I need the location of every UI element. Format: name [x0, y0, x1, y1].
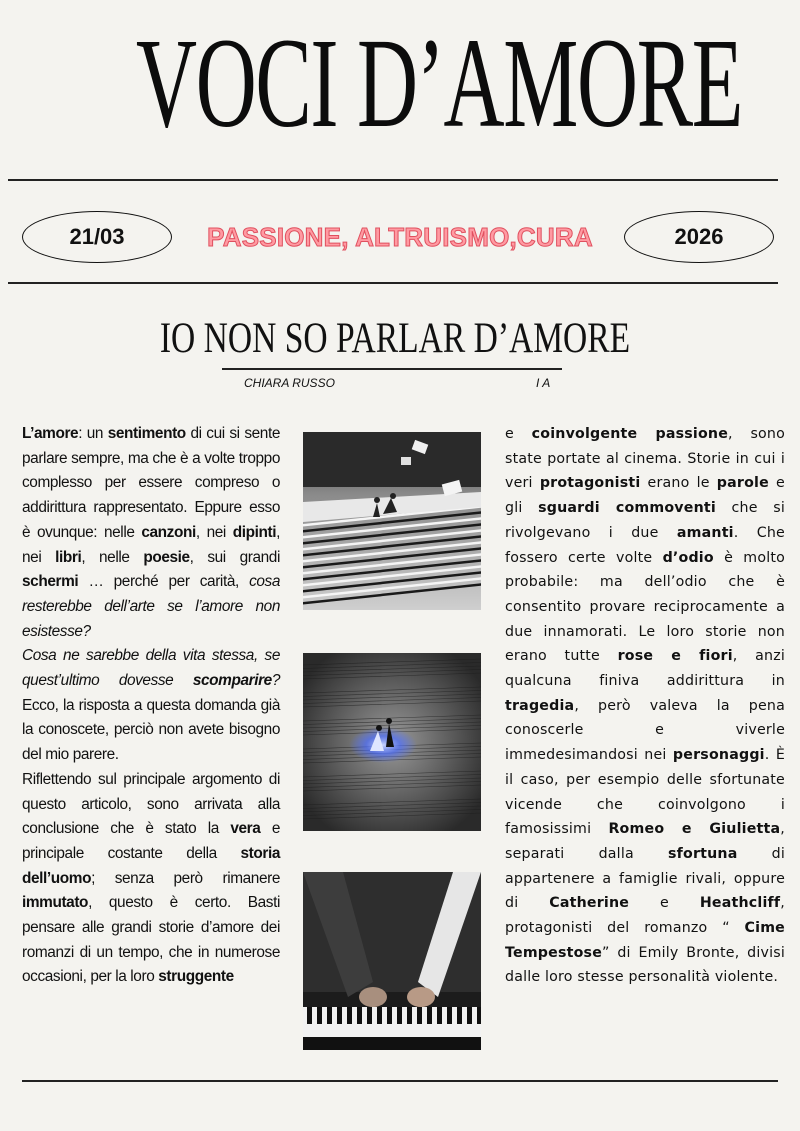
emphasis-run: poesie — [143, 548, 190, 566]
text-run: , sono state portate al cinema. Storie in cui i veri — [505, 426, 786, 492]
emphasis-run: Cosa ne sarebbe della vita stessa, se quest’ultimo dovesse — [22, 647, 280, 690]
right-column — [505, 422, 785, 990]
text-run: e — [629, 895, 700, 912]
text-run: di appartenere a famiglie rivali, oppure di — [505, 845, 785, 912]
emphasis-run: protagonisti — [539, 475, 641, 492]
emphasis-run: parole — [716, 475, 769, 492]
text-run: che si rivolgevano i due — [505, 500, 786, 541]
text-run: Ecco, la risposta a questa domanda già la conoscete, perciò non avete bisogno del mio parere. — [22, 696, 280, 764]
text-run: , sui grandi — [189, 548, 280, 566]
year-oval — [624, 211, 774, 263]
text-run: , protagonisti del romanzo “ — [505, 895, 785, 937]
text-run: ” di Emily Bronte, divisi dalle loro stesse personalità violente. — [505, 944, 785, 986]
issue-date: 21/03 — [69, 224, 125, 249]
article-headline: IO NON SO PARLAR D’AMORE — [159, 315, 631, 362]
emphasis-run: dipinti — [232, 523, 277, 541]
bottom-divider — [22, 1080, 778, 1082]
emphasis-run: cosa resterebbe dell’arte se l’amore non esistesse? — [22, 573, 280, 640]
text-run: . È il caso, per esempio delle sfortunate vicende che coinvolgono i famosissimi — [505, 747, 785, 838]
text-run: erano le — [640, 475, 717, 492]
emphasis-run: vera — [230, 820, 261, 838]
tagline: PASSIONE, ALTRUISMO,CURA — [207, 222, 593, 252]
issue-year: 2026 — [674, 224, 724, 249]
emphasis-run: scomparire — [192, 672, 272, 690]
text-run: è molto probabile: ma dell’odio che è consentito provare reciprocamente a due innamorati. Le loro storie non erano tutte — [505, 549, 785, 665]
text-run: Riflettendo sul principale argomento di questo articolo, sono arrivata alla conclusione che è stato la — [22, 770, 280, 838]
emphasis-run: ? — [271, 672, 280, 690]
photo-hands-piano — [303, 872, 481, 1050]
text-run: , nelle — [81, 548, 144, 566]
emphasis-run: coinvolgente passione — [531, 426, 729, 442]
emphasis-run: Cime Tempestose — [505, 920, 785, 961]
text-run: e — [505, 426, 532, 442]
emphasis-run: personaggi — [672, 747, 765, 764]
text-run: , questo è certo. Basti pensare alle grandi storie d’amore dei romanzi di un tempo, che in numerose occasioni, per la loro — [22, 894, 280, 986]
text-run: e principale costante della — [22, 820, 280, 862]
text-run: , però valeva la pena conoscerle e viverle immedesimandosi nei — [505, 697, 785, 764]
photo-piano-dancers — [303, 432, 481, 610]
text-run: ; senza però rimanere — [91, 869, 280, 887]
text-run: , nei — [195, 523, 233, 541]
emphasis-run: sentimento — [107, 425, 186, 442]
paragraph — [22, 768, 280, 990]
text-run: di cui si sente parlare sempre, ma che è a volte troppo complesso per essere compreso o addirittura rappresentato. Eppure esso è ovunque: nelle — [22, 425, 280, 541]
text-run: … perché per carità, — [78, 573, 250, 591]
emphasis-run: libri — [55, 548, 82, 566]
paragraph — [22, 644, 280, 768]
text-run: . Che fossero certe volte — [505, 524, 785, 566]
emphasis-run: d’odio — [662, 549, 714, 566]
text-run: , anzi qualcuna finiva addirittura in — [505, 648, 785, 690]
emphasis-run: rose e fiori — [617, 648, 733, 665]
paragraph — [22, 422, 280, 644]
text-run: e gli — [505, 475, 785, 517]
emphasis-run: canzoni — [141, 523, 196, 541]
emphasis-run: amanti — [676, 524, 734, 541]
emphasis-run: immutato — [22, 894, 89, 912]
emphasis-run: storia dell’uomo — [22, 844, 280, 887]
paragraph — [505, 422, 785, 990]
emphasis-run: Heathcliff — [699, 895, 781, 912]
top-divider — [8, 179, 778, 181]
emphasis-run: sguardi commoventi — [538, 500, 716, 517]
left-column — [22, 422, 280, 990]
photo-sheet-music-dancers — [303, 653, 481, 831]
emphasis-run: struggente — [158, 968, 234, 986]
headline-underline — [222, 368, 562, 370]
text-run: , separati dalla — [505, 821, 785, 862]
text-run: , nei — [22, 523, 280, 566]
date-oval — [22, 211, 172, 263]
author-byline: CHIARA RUSSO — [244, 376, 335, 390]
emphasis-run: tragedia — [505, 697, 575, 714]
emphasis-run: L’amore — [22, 425, 79, 442]
emphasis-run: schermi — [22, 573, 79, 591]
masthead-title: VOCI D’AMORE — [136, 12, 743, 154]
class-byline: I A — [536, 376, 551, 390]
emphasis-run: Romeo e Giulietta — [608, 821, 781, 838]
emphasis-run: sfortuna — [667, 845, 738, 862]
banner-divider — [8, 282, 778, 284]
emphasis-run: Catherine — [549, 895, 630, 912]
text-run: : un — [78, 425, 108, 442]
